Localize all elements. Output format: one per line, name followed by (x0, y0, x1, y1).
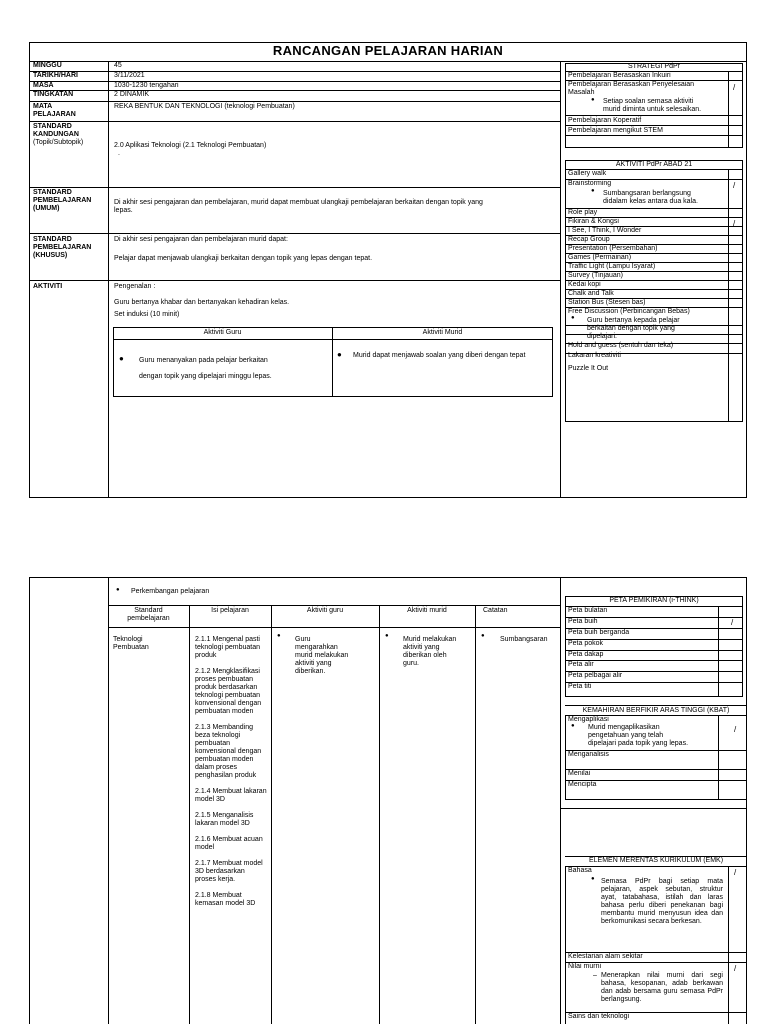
check-mark: / (734, 964, 737, 973)
abad-item: Chalk and Talk (568, 290, 614, 297)
emk-nilai-text: Menerapkan nilai murni dari segi bahasa, kesopanan, adab berkawan dan adab bersama guru semasa PdPr berlangsung. (601, 972, 723, 1003)
row-divider (29, 90, 560, 91)
isi-item: 2.1.1 Mengenal pasti teknologi pembuatan produk (195, 636, 260, 659)
spk-label-2: PEMBELAJARAN (33, 244, 92, 251)
ithink-item: Peta dakap (568, 651, 604, 658)
ithink-item: Peta buih berganda (568, 629, 630, 636)
strategi-item: Pembelajaran Berasaskan Inkuiri (568, 72, 671, 79)
abad-item: Brainstorming (568, 180, 612, 187)
abad-item: Fikiran & Kongsi (568, 218, 619, 225)
row-divider (565, 343, 743, 344)
sp-value: Teknologi (113, 636, 143, 643)
strategi-masalah: Masalah (568, 89, 595, 96)
ithink-item: Peta alir (568, 661, 594, 668)
abad-header: AKTIVITI PdPr ABAD 21 (615, 161, 693, 168)
spu-value: Di akhir sesi pengajaran dan pembelajaran, murid dapat membuat ulangkaji pembelajaran berkaitan dengan topik yang (114, 199, 483, 206)
abad-item: I See, I Think, I Wonder (568, 227, 642, 234)
spk-label-3: (KHUSUS) (33, 252, 68, 259)
abad-item: Presentation (Persembahan) (568, 245, 658, 252)
bullet-icon: ● (119, 354, 124, 363)
spu-label-3: (UMUM) (33, 205, 60, 212)
kbat-item: Menilai (568, 770, 591, 777)
ithink-item: Peta titi (568, 683, 592, 690)
check-mark: / (733, 219, 736, 228)
abad-item: Recap Group (568, 236, 610, 243)
row-divider (565, 353, 743, 354)
ithink-item: Peta buih (568, 618, 598, 625)
check-mark: / (733, 181, 736, 190)
emk-sains: Sains dan teknologi (568, 1013, 630, 1020)
abad-item: Free Discussion (Perbincangan Bebas) (568, 308, 690, 315)
abad-item: Lakaran kreativiti (568, 352, 621, 359)
guru-header: Aktiviti Guru (203, 329, 242, 336)
check-mark: / (734, 725, 737, 734)
murid-activity: Murid melakukan aktiviti yang diberikan oleh guru. (403, 636, 457, 667)
kbat-bullet-2: pengetahuan yang telah (588, 732, 664, 739)
sk-label-3: (Topik/Subtopik) (33, 139, 84, 146)
catatan-value: Sumbangsaran (500, 636, 548, 643)
kbat-mengaplikasi: Mengaplikasi (568, 716, 609, 723)
bullet-icon: ● (571, 315, 575, 321)
bullet-icon: ● (591, 188, 595, 194)
kbat-bullet-3: dipelajari pada topik yang lepas. (588, 740, 689, 747)
murid-header: Aktiviti Murid (422, 329, 463, 336)
row-divider (565, 682, 743, 683)
col-header-sp: Standard (134, 607, 163, 614)
kbat-item: Mencipta (568, 781, 597, 788)
info-label: MASA (33, 82, 54, 89)
abad-item: Station Bus (Stesen bas) (568, 299, 646, 306)
brainstorm-bullet-2: didalam kelas antara dua kala. (603, 198, 698, 205)
sk-value: 2.0 Aplikasi Teknologi (2.1 Teknologi Pembuatan) (114, 142, 267, 149)
info-value: 45 (114, 62, 122, 69)
row-divider (29, 81, 560, 82)
info-value: 1030-1230 tengahari (114, 82, 179, 89)
free-bullet: Guru bertanya kepada pelajar (587, 317, 680, 324)
check-mark: / (731, 618, 734, 627)
spk-value: Di akhir sesi pengajaran dan pembelajaran murid dapat: (114, 236, 288, 243)
aktiviti-label: AKTIVITI (33, 283, 63, 290)
emk-header: ELEMEN MERENTAS KURIKULUM (EMK) (588, 857, 724, 864)
bullet-icon: ● (591, 97, 595, 103)
col-header-murid: Aktiviti murid (407, 607, 447, 614)
guru-activity: Guru mengarahkan murid melakukan aktiviti yang diberikan. (295, 636, 349, 675)
col-header-isi: Isi pelajaran (211, 607, 249, 614)
bullet-icon: ● (337, 350, 342, 359)
info-label: TARIKH/HARI (33, 72, 78, 79)
mata-label: MATA (33, 103, 53, 110)
guru-text-2: dengan topik yang dipelajari minggu lepas. (139, 373, 272, 380)
guru-text: Guru menanyakan pada pelajar berkaitan (139, 357, 268, 364)
brainstorm-bullet: Sumbangsaran berlangsung (603, 190, 691, 197)
spu-label: STANDARD (33, 189, 72, 196)
info-value: 2 DINAMIK (114, 91, 150, 98)
col-header-sp-2: pembelajaran (127, 615, 170, 622)
spk-label: STANDARD (33, 236, 72, 243)
strategi-item: Pembelajaran mengikut STEM (568, 127, 663, 134)
kbat-item: Menganalisis (568, 751, 609, 758)
col-header-catatan: Catatan (483, 607, 508, 614)
bullet-icon: ● (277, 633, 281, 639)
spu-value-2: lepas. (114, 207, 133, 214)
isi-item: 2.1.5 Menganalisis lakaran model 3D (195, 812, 254, 827)
free-bullet-2: berkaitan dengan topik yang (587, 325, 675, 332)
abad-item: Survey (Tinjauan) (568, 272, 623, 279)
row-divider (29, 71, 560, 72)
info-label: TINGKATAN (33, 91, 74, 98)
kbat-bullet: Murid mengaplikasikan (588, 724, 660, 731)
emk-nilai: Nilai murni (568, 963, 602, 970)
isi-item: 2.1.7 Membuat model 3D berdasarkan proses kerja. (195, 860, 263, 883)
isi-item: 2.1.4 Membuat lakaran model 3D (195, 788, 267, 803)
abad-item: Games (Permainan) (568, 254, 632, 261)
sp-value-2: Pembuatan (113, 644, 149, 651)
strategi-item: Pembelajaran Koperatif (568, 117, 642, 124)
abad-item: Puzzle It Out (568, 365, 609, 372)
strategi-header: STRATEGI PdPr (628, 63, 680, 70)
dash-icon: – (593, 972, 597, 979)
abad-item: Role play (568, 209, 598, 216)
abad-item: Kedai kopi (568, 281, 601, 288)
abad-item: Hold and guess (sentuh dan teka) (568, 342, 674, 349)
emk-bahasa: Bahasa (568, 867, 592, 874)
emk-alam: Kelestarian alam sekitar (568, 953, 643, 960)
bullet-icon: ● (571, 723, 575, 729)
mata-value: REKA BENTUK DAN TEKNOLOGI (teknologi Pembuatan) (114, 103, 295, 110)
isi-item: 2.1.3 Membanding beza teknologi pembuatan konvensional dengan pembuatan moden dalam proses penghasilan produk (195, 724, 262, 779)
info-label: MINGGU (33, 62, 62, 69)
murid-text: Murid dapat menjawab soalan yang diberi dengan tepat (353, 352, 526, 359)
strategi-bullet-2: murid diminta untuk selesaikan. (603, 106, 702, 113)
isi-item: 2.1.2 Mengklasifikasi proses pembuatan produk berdasarkan teknologi pembuatan konvensional dengan pembuatan moden (195, 668, 262, 715)
bullet-icon: ● (481, 633, 485, 639)
spu-label-2: PEMBELAJARAN (33, 197, 92, 204)
bullet-icon: ● (385, 633, 389, 639)
strategi-bullet: Setiap soalan semasa aktiviti (603, 98, 694, 105)
bullet-icon: ● (591, 876, 595, 882)
strategi-item: Pembelajaran Berasaskan Penyelesaian (568, 81, 695, 88)
sk-label: STANDARD (33, 123, 72, 130)
sk-dot: . (118, 150, 120, 157)
ithink-item: Peta pokok (568, 640, 604, 647)
abad-item: Traffic Light (Lampu Isyarat) (568, 263, 656, 270)
set-induksi: Set induksi (10 minit) (114, 311, 180, 318)
spk-value-2: Pelajar dapat menjawab ulangkaji berkaitan dengan topik yang lepas dengan tepat. (114, 255, 373, 262)
ithink-item: Peta bulatan (568, 607, 608, 614)
free-bullet-3: dipelajari. (587, 333, 617, 340)
mata-label-2: PELAJARAN (33, 111, 76, 118)
ithink-header: PETA PEMIKIRAN (i-THINK) (609, 597, 699, 604)
perkembangan-label: Perkembangan pelajaran (131, 588, 210, 595)
abad-item: Gallery walk (568, 170, 607, 177)
isi-list (195, 636, 267, 916)
bullet-icon: ● (116, 587, 120, 593)
info-value: 3/11/2021 (114, 72, 145, 79)
kbat-header: KEMAHIRAN BERFIKIR ARAS TINGGI (KBAT) (582, 707, 730, 714)
pengenalan-heading: Pengenalan : (114, 283, 156, 290)
ithink-item: Peta pelbagai alir (568, 672, 623, 679)
isi-item: 2.1.8 Membuat kemasan model 3D (195, 892, 256, 907)
sk-label-2: KANDUNGAN (33, 131, 79, 138)
pengenalan-desc: Guru bertanya khabar dan bertanyakan kehadiran kelas. (114, 299, 290, 306)
page-title: RANCANGAN PELAJARAN HARIAN (272, 43, 504, 58)
emk-bahasa-text: Semasa PdPr bagi setiap mata pelajaran, aspek sebutan, struktur ayat, tatabahasa, istilah dan laras bahasa perlu diberi penekanan bagi membantu murid menyusun idea dan berkomunikasi secara berkesan. (601, 878, 723, 925)
isi-item: 2.1.6 Membuat acuan model (195, 836, 263, 851)
check-mark: / (734, 868, 737, 877)
check-mark: / (733, 83, 736, 92)
col-header-guru: Aktiviti guru (306, 607, 344, 614)
